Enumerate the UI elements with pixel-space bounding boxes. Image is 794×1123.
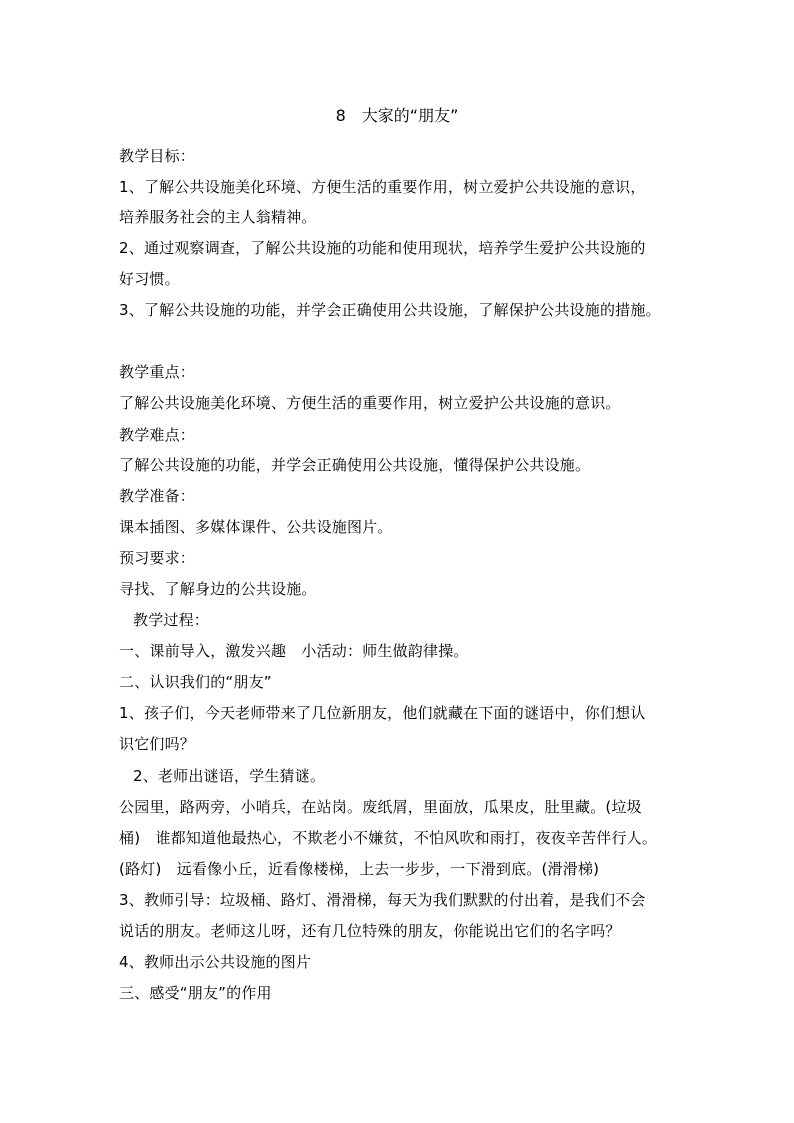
- text-line: 3、了解公共设施的功能，并学会正确使用公共设施，了解保护公共设施的措施。: [119, 301, 661, 319]
- text-line: 说话的朋友。老师这儿呀，还有几位特殊的朋友，你能说出它们的名字吗？: [119, 922, 621, 940]
- text-line: 教学难点：: [119, 426, 196, 444]
- text-line: 3、教师引导：垃圾桶、路灯、滑滑梯，每天为我们默默的付出着，是我们不会: [119, 891, 646, 909]
- text-line: 培养服务社会的主人翁精神。: [119, 208, 317, 226]
- text-line: 预习要求：: [119, 549, 196, 567]
- text-line: 了解公共设施的功能，并学会正确使用公共设施，懂得保护公共设施。: [119, 456, 591, 474]
- text-line: 寻找、了解身边的公共设施。: [119, 580, 317, 598]
- text-line: 教学过程：: [133, 611, 210, 629]
- text-line: 2、老师出谜语，学生猜谜。: [133, 767, 326, 785]
- page-title: 8 大家的“朋友”: [335, 106, 459, 125]
- text-line: 公园里，路两旁，小哨兵，在站岗。废纸屑，里面放，瓜果皮，肚里藏。(垃圾: [119, 798, 642, 816]
- text-line: 三、感受“朋友”的作用: [119, 984, 272, 1002]
- text-line: 教学目标：: [119, 147, 196, 165]
- text-line: 教学重点：: [119, 363, 196, 381]
- text-line: 教学准备：: [119, 487, 196, 505]
- text-line: 识它们吗？: [119, 735, 196, 753]
- text-line: 一、课前导入，激发兴趣 小活动：师生做韵律操。: [119, 642, 469, 660]
- text-line: 2、通过观察调查，了解公共设施的功能和使用现状，培养学生爱护公共设施的: [119, 239, 646, 257]
- text-line: 1、孩子们，今天老师带来了几位新朋友，他们就藏在下面的谜语中，你们想认: [119, 704, 646, 722]
- text-line: 了解公共设施美化环境、方便生活的重要作用，树立爱护公共设施的意识。: [119, 394, 621, 412]
- text-line: 课本插图、多媒体课件、公共设施图片。: [119, 518, 393, 536]
- text-line: 桶) 谁都知道他最热心，不欺老小不嫌贫，不怕风吹和雨打，夜夜辛苦伴行人。: [119, 829, 658, 847]
- text-line: 1、了解公共设施美化环境、方便生活的重要作用，树立爱护公共设施的意识，: [119, 178, 646, 196]
- text-line: 二、认识我们的“朋友”: [119, 673, 272, 691]
- text-line: (路灯) 远看像小丘，近看像楼梯，上去一步步，一下滑到底。(滑滑梯): [119, 860, 600, 878]
- text-line: 4、教师出示公共设施的图片: [119, 953, 312, 971]
- text-line: 好习惯。: [119, 270, 180, 288]
